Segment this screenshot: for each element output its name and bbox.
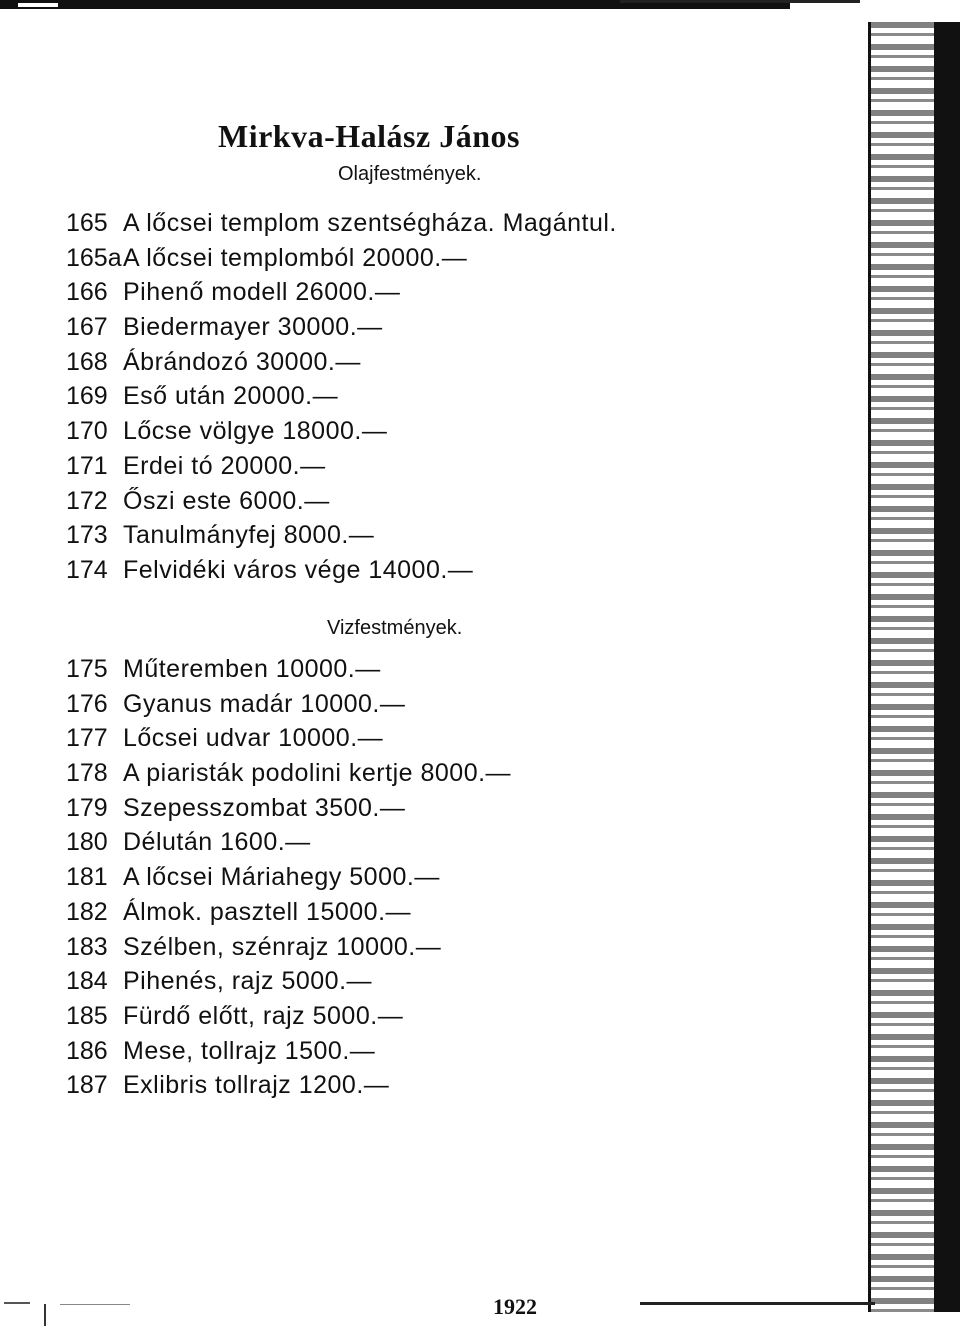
- catalog-title-price: Délután 1600.—: [123, 828, 311, 857]
- catalog-number: 171: [66, 451, 108, 480]
- catalog-title-price: Őszi este 6000.—: [123, 486, 330, 515]
- bottom-mark: [44, 1304, 46, 1326]
- catalog-title-price: A lőcsei templomból 20000.—: [123, 243, 468, 272]
- catalog-number: 176: [66, 689, 108, 718]
- catalog-entry: [66, 345, 766, 380]
- catalog-entry: [66, 518, 766, 553]
- catalog-title-price: Felvidéki város vége 14000.—: [123, 555, 474, 584]
- catalog-title-price: Álmok. pasztell 15000.—: [123, 897, 412, 926]
- scan-edge-line: [868, 22, 871, 1312]
- catalog-title-price: Tanulmányfej 8000.—: [123, 521, 375, 550]
- scan-border-gap: [18, 3, 58, 7]
- bottom-left-marks: [0, 1298, 140, 1338]
- catalog-title-price: A lőcsei Máriahegy 5000.—: [123, 863, 440, 892]
- catalog-title-price: Lőcsei udvar 10000.—: [123, 724, 384, 753]
- catalog-title-price: Szélben, szénrajz 10000.—: [123, 932, 442, 961]
- catalog-entry: [66, 241, 766, 276]
- catalog-entry: [66, 860, 766, 895]
- catalog-entry: [66, 449, 766, 484]
- catalog-entry: [66, 310, 766, 345]
- catalog-number: 174: [66, 555, 108, 584]
- catalog-entry: [66, 825, 766, 860]
- bottom-mark: [60, 1304, 130, 1305]
- oil-paintings-heading: Olajfestmények.: [338, 163, 482, 185]
- top-scan-border: [0, 0, 860, 14]
- catalog-title-price: Biedermayer 30000.—: [123, 313, 383, 342]
- catalog-number: 185: [66, 1001, 108, 1030]
- catalog-entry: [66, 721, 766, 756]
- catalog-number: 186: [66, 1036, 108, 1065]
- catalog-title-price: Mese, tollrajz 1500.—: [123, 1036, 376, 1065]
- footer-year-mark: 1922: [493, 1294, 537, 1319]
- catalog-title-price: Fürdő előtt, rajz 5000.—: [123, 1001, 404, 1030]
- catalog-entry: [66, 484, 766, 519]
- catalog-title-price: Gyanus madár 10000.—: [123, 689, 406, 718]
- catalog-number: 169: [66, 382, 108, 411]
- catalog-entry: [66, 999, 766, 1034]
- catalog-number: 165: [66, 209, 108, 237]
- catalog-title-price: Exlibris tollrajz 1200.—: [123, 1071, 390, 1100]
- catalog-entry: [66, 275, 766, 310]
- catalog-number: 187: [66, 1071, 108, 1100]
- catalog-number: 165a: [66, 243, 122, 272]
- catalog-entry: [66, 1068, 766, 1103]
- catalog-entry: [66, 791, 766, 826]
- catalog-title-price: Pihenő modell 26000.—: [123, 278, 401, 307]
- catalog-number: 181: [66, 863, 108, 892]
- catalog-title-price: Műteremben 10000.—: [123, 655, 381, 683]
- scan-border-notch: [620, 0, 860, 3]
- catalog-entry: [66, 652, 766, 687]
- watercolors-heading: Vizfestmények.: [327, 617, 463, 639]
- catalog-number: 179: [66, 793, 108, 822]
- scan-edge-solid: [934, 22, 960, 1312]
- bottom-mark: [4, 1302, 30, 1304]
- catalog-title-price: A piaristák podolini kertje 8000.—: [123, 759, 512, 788]
- catalog-number: 170: [66, 417, 108, 446]
- catalog-entry: [66, 206, 766, 241]
- right-scan-edge: [868, 22, 960, 1312]
- catalog-entry: [66, 964, 766, 999]
- catalog-number: 172: [66, 486, 108, 515]
- catalog-title-price: Pihenés, rajz 5000.—: [123, 967, 373, 996]
- catalog-title-price: A lőcsei templom szentségháza. Magántul.: [123, 209, 617, 237]
- catalog-number: 173: [66, 521, 108, 550]
- catalog-entry: [66, 930, 766, 965]
- catalog-title-price: Lőcse völgye 18000.—: [123, 417, 388, 446]
- page-title: Mirkva-Halász János: [218, 118, 520, 154]
- watercolors-list: [66, 652, 766, 1103]
- catalog-number: 183: [66, 932, 108, 961]
- catalog-entry: [66, 756, 766, 791]
- catalog-entry: [66, 895, 766, 930]
- bottom-rule: [640, 1302, 875, 1305]
- catalog-title-price: Ábrándozó 30000.—: [123, 347, 361, 376]
- catalog-entry: [66, 553, 766, 588]
- catalog-number: 175: [66, 655, 108, 683]
- catalog-number: 184: [66, 967, 108, 996]
- catalog-number: 166: [66, 278, 108, 307]
- catalog-number: 167: [66, 313, 108, 342]
- catalog-number: 177: [66, 724, 108, 753]
- oil-paintings-list: [66, 206, 766, 588]
- catalog-number: 180: [66, 828, 108, 857]
- catalog-number: 168: [66, 347, 108, 376]
- catalog-title-price: Erdei tó 20000.—: [123, 451, 326, 480]
- catalog-number: 182: [66, 897, 108, 926]
- catalog-entry: [66, 379, 766, 414]
- catalog-entry: [66, 687, 766, 722]
- catalog-entry: [66, 1034, 766, 1069]
- catalog-entry: [66, 414, 766, 449]
- catalog-number: 178: [66, 759, 108, 788]
- catalog-title-price: Szepesszombat 3500.—: [123, 793, 406, 822]
- catalog-title-price: Eső után 20000.—: [123, 382, 339, 411]
